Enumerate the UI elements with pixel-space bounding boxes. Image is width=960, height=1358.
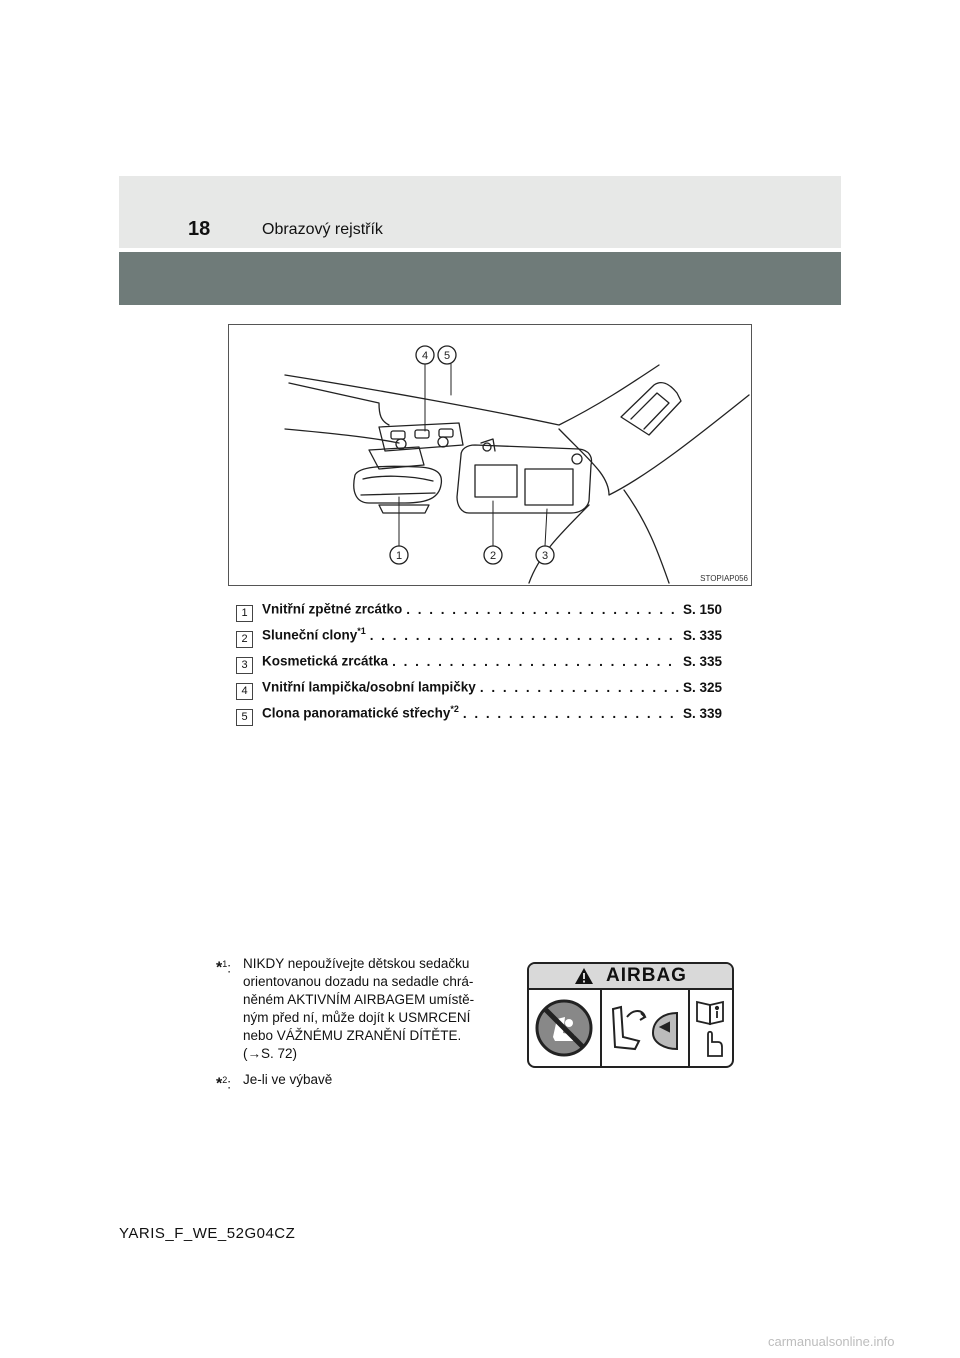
dot-leader bbox=[392, 654, 679, 669]
legend-item bbox=[236, 652, 722, 678]
legend-label: Sluneční clony$^{*1}$ bbox=[262, 626, 366, 643]
footnote-line: NIKDY nepoužívejte dětskou sedačku bbox=[243, 956, 470, 971]
airbag-cell bbox=[690, 990, 732, 1066]
document-code: YARIS_F_WE_52G04CZ bbox=[119, 1225, 296, 1242]
legend-label: Clona panoramatické střechy$^{*2}$ bbox=[262, 704, 459, 721]
svg-text:5: 5 bbox=[443, 350, 451, 362]
dot-leader bbox=[406, 602, 679, 617]
page-reference[interactable]: S. 335 bbox=[682, 653, 722, 669]
page-reference[interactable]: S. 325 bbox=[682, 679, 722, 695]
page-reference[interactable]: S. 150 bbox=[682, 601, 722, 617]
legend-item bbox=[236, 678, 722, 704]
interior-ceiling-figure bbox=[228, 324, 752, 586]
number-box: 5 bbox=[236, 709, 253, 726]
footnotes bbox=[216, 955, 516, 1097]
footnote-line: ným před ní, může dojít k USMRCENÍ bbox=[243, 1010, 471, 1025]
svg-text:1: 1 bbox=[395, 550, 403, 562]
warning-triangle-icon bbox=[574, 967, 594, 985]
footnote-line: něném AKTIVNÍM AIRBAGEM umístě- bbox=[243, 992, 475, 1007]
callout-1 bbox=[390, 546, 408, 564]
footnote-line: orientovanou dozadu na sedadle chrá- bbox=[243, 974, 474, 989]
footnote-1 bbox=[216, 955, 516, 1063]
airbag-warning-label bbox=[527, 962, 734, 1068]
footnote-line: Je-li ve výbavě bbox=[243, 1072, 333, 1087]
airbag-icons bbox=[529, 990, 732, 1066]
airbag-cell bbox=[602, 990, 690, 1066]
watermark: carmanualsonline.info bbox=[768, 1334, 895, 1349]
callout-3 bbox=[536, 546, 554, 564]
footnote-line: nebo VÁŽNÉMU ZRANĚNÍ DÍTĚTE. bbox=[243, 1028, 462, 1043]
no-rear-facing-child-seat-icon bbox=[533, 997, 595, 1059]
legend-list bbox=[236, 600, 722, 730]
svg-text:4: 4 bbox=[421, 350, 429, 362]
legend-label: Vnitřní zpětné zrcátko bbox=[262, 601, 403, 617]
airbag-title: AIRBAG bbox=[606, 965, 687, 986]
page-number: 18 bbox=[188, 218, 211, 240]
figure-code: STOPIAP056 bbox=[700, 574, 748, 583]
footnote-marker: *$^2$: bbox=[216, 1075, 232, 1093]
footnote-marker: *$^1$: bbox=[216, 959, 232, 977]
number-box: 4 bbox=[236, 683, 253, 700]
callout-5 bbox=[438, 346, 456, 364]
svg-text:3: 3 bbox=[541, 550, 549, 562]
dot-leader bbox=[480, 680, 679, 695]
footnote-2 bbox=[216, 1071, 516, 1093]
callout-2 bbox=[484, 546, 502, 564]
airbag-cell bbox=[529, 990, 602, 1066]
callout-4 bbox=[416, 346, 434, 364]
legend-item bbox=[236, 704, 722, 730]
section-title: Obrazový rejstřík bbox=[262, 221, 383, 238]
header-band bbox=[119, 176, 841, 248]
number-box: 2 bbox=[236, 631, 253, 648]
airbag-label-header bbox=[529, 964, 732, 990]
dot-leader bbox=[463, 706, 679, 721]
read-manual-icon bbox=[694, 996, 728, 1060]
number-box: 3 bbox=[236, 657, 253, 674]
page-reference[interactable]: S. 335 bbox=[682, 627, 722, 643]
dot-leader bbox=[370, 628, 679, 643]
number-box: 1 bbox=[236, 605, 253, 622]
legend-item bbox=[236, 600, 722, 626]
legend-label: Kosmetická zrcátka bbox=[262, 653, 389, 669]
svg-text:2: 2 bbox=[489, 550, 497, 562]
legend-item bbox=[236, 626, 722, 652]
airbag-deploy-seat-icon bbox=[605, 997, 685, 1059]
page-reference[interactable]: S. 339 bbox=[682, 705, 722, 721]
legend-label: Vnitřní lampička/osobní lampičky bbox=[262, 679, 476, 695]
section-bar bbox=[119, 252, 841, 305]
ceiling-illustration bbox=[229, 325, 751, 585]
footnote-page-link[interactable]: (→S. 72) bbox=[243, 1046, 298, 1061]
